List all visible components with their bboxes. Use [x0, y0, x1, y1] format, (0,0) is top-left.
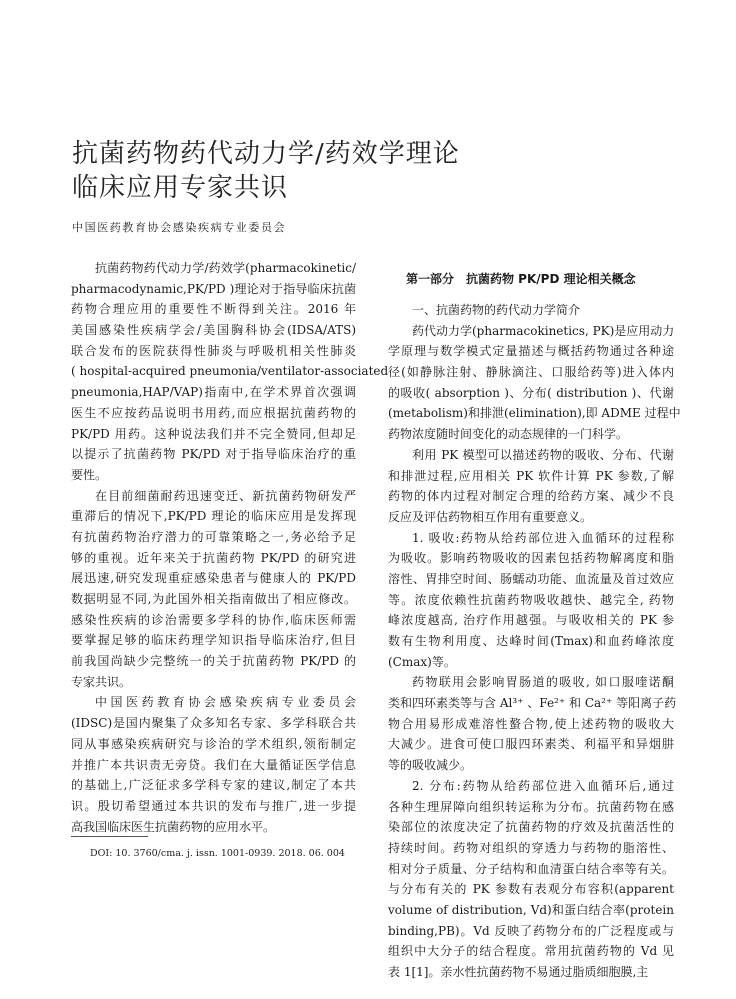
text-line: volume of distribution, Vd)和蛋白结合率(protein — [388, 902, 674, 917]
text-line: 药物联用会影响胃肠道的吸收, 如口服喹诺酮 — [412, 675, 674, 690]
paragraph — [388, 445, 674, 528]
text-line: 反应及评估药物相互作用有重要意义。 — [388, 509, 593, 524]
text-line: 够的重视。近年来关于抗菌药物 PK/PD 的研究进 — [71, 550, 356, 565]
text-line: 数有生物利用度、达峰时间(Tmax)和血药峰浓度 — [388, 634, 674, 648]
text-line: 各种生理屏障向组织转运称为分布。抗菌药物在感 — [388, 799, 674, 814]
text-line: 中国医药教育协会感染疾病专业委员会 — [95, 695, 356, 710]
text-line: 利用 PK 模型可以描述药物的吸收、分布、代谢 — [412, 447, 674, 462]
text-line: pharmacodynamic,PK/PD )理论对于指导临床抗菌 — [71, 281, 356, 296]
paragraph — [388, 776, 674, 983]
text-line: 的吸收( absorption )、分布( distribution )、代谢 — [388, 385, 674, 400]
paragraph — [388, 672, 677, 775]
text-line: 医生不应按药品说明书用药,而应根据抗菌药物的 — [71, 405, 356, 420]
text-line: 的基础上,广泛征求多学科专家的建议,制定了本共 — [71, 778, 356, 793]
text-line: 表 1[1]。亲水性抗菌药物不易通过脂质细胞膜,主 — [388, 965, 649, 979]
text-line: 感染性疾病的诊治需要多学科的协作,临床医师需 — [71, 612, 356, 627]
text-line: PK/PD 用药。这种说法我们并不完全赞同,但却足 — [71, 426, 356, 441]
title-line-1: 抗菌药物药代动力学/药效学理论 — [72, 139, 460, 169]
text-line: 1. 吸收:药物从给药部位进入血循环的过程称 — [412, 530, 674, 545]
text-line: 等。浓度依赖性抗菌药物吸收越快、越完全, 药物 — [388, 592, 674, 607]
right-column — [388, 272, 681, 983]
text-line: 学原理与数学模式定量描述与概括药物通过各种途 — [388, 344, 674, 359]
text-line: 要掌握足够的临床药理学知识指导临床治疗,但目 — [71, 633, 356, 648]
title-line-2: 临床应用专家共识 — [72, 173, 289, 203]
paragraph — [71, 486, 356, 693]
text-line: 重滞后的情况下,PK/PD 理论的临床应用是发挥现 — [71, 509, 356, 524]
text-line: 组织中大分子的结合程度。常用抗菌药物的 Vd 见 — [388, 944, 674, 959]
text-line: 相对分子质量、分子结构和血清蛋白结合率等有关。 — [388, 861, 674, 876]
text-line: 持续时间。药物对组织的穿透力与药物的脂溶性、 — [388, 840, 674, 855]
text-line: 药代动力学(pharmacokinetics, PK)是应用动力 — [412, 323, 675, 338]
text-line: 美国感染性疾病学会/美国胸科协会(IDSA/ATS) — [71, 323, 356, 338]
text-line: 大减少。进食可使口服四环素类、利福平和异烟肼 — [388, 737, 674, 752]
text-line: ( hospital-acquired pneumonia/ventilator-associated — [71, 364, 389, 379]
text-line: 前我国尚缺少完整统一的关于抗菌药物 PK/PD 的 — [71, 654, 356, 669]
paragraph — [388, 321, 681, 445]
article-title — [72, 137, 460, 205]
paragraph — [71, 692, 356, 837]
text-line: pneumonia,HAP/VAP)指南中,在学术界首次强调 — [71, 385, 356, 400]
text-line: 溶性、胃排空时间、肠蠕动功能、血流量及首过效应 — [388, 571, 674, 586]
text-line: 以提示了抗菌药物 PK/PD 对于指导临床治疗的重 — [71, 447, 356, 462]
text-line: 有抗菌药物治疗潜力的可靠策略之一,务必给予足 — [71, 529, 356, 544]
text-line: 要性。 — [71, 467, 108, 482]
text-line: 与分布有关的 PK 参数有表观分布容积(apparent — [388, 882, 674, 897]
text-line: 类和四环素类等与含 Al³⁺ 、Fe²⁺ 和 Ca²⁺ 等阳离子药 — [388, 696, 677, 711]
text-line: 展迅速,研究发现重症感染患者与健康人的 PK/PD — [71, 571, 356, 586]
text-line: 抗菌药物药代动力学/药效学(pharmacokinetic/ — [95, 261, 356, 275]
text-line: 同从事感染疾病研究与诊治的学术组织,领衔制定 — [71, 736, 356, 751]
text-line: 在目前细菌耐药迅速变迁、新抗菌药物研发严 — [95, 488, 356, 503]
text-line: 和排泄过程,应用相关 PK 软件计算 PK 参数,了解 — [388, 468, 674, 483]
text-line: 识。殷切希望通过本共识的发布与推广,进一步提 — [71, 798, 356, 813]
doi-footnote: DOI: 10. 3760/cma. j. issn. 1001-0939. 2018. 06. 004 — [90, 848, 345, 859]
text-line: 2. 分布:药物从给药部位进入血循环后,通过 — [412, 778, 674, 793]
text-line: 专家共识。 — [71, 674, 132, 689]
text-line: 等的吸收减少。 — [388, 758, 473, 773]
text-line: 染部位的浓度决定了抗菌药物的疗效及抗菌活性的 — [388, 820, 674, 835]
text-line: 径(如静脉注射、静脉滴注、口服给药等)进入体内 — [388, 365, 674, 380]
text-line: 数据明显不同,为此国外相关指南做出了相应修改。 — [71, 592, 356, 606]
text-line: 物合用易形成难溶性螯合物,使上述药物的吸收大 — [388, 716, 674, 731]
text-line: 药物浓度随时间变化的动态规律的一门科学。 — [388, 427, 629, 442]
section-heading: 第一部分 抗菌药物 PK/PD 理论相关概念 — [406, 272, 636, 286]
text-line: binding,PB)。Vd 反映了药物分布的广泛程度或与 — [388, 923, 674, 938]
text-line: 为吸收。影响药物吸收的因素包括药物解离度和脂 — [388, 551, 674, 566]
paragraph — [71, 258, 389, 486]
footnote-rule — [71, 836, 148, 837]
text-line: 药物的体内过程对制定合理的给药方案、减少不良 — [388, 489, 674, 504]
author-affiliation: 中国医药教育协会感染疾病专业委员会 — [72, 221, 287, 234]
text-line: (IDSC)是国内聚集了众多知名专家、多学科联合共 — [71, 716, 356, 731]
left-column — [71, 258, 389, 837]
subheading: 一、抗菌药物的药代动力学简介 — [412, 303, 581, 317]
text-line: 联合发布的医院获得性肺炎与呼吸机相关性肺炎 — [71, 343, 356, 358]
text-line: 并推广本共识责无旁贷。我们在大量循证医学信息 — [71, 757, 356, 772]
text-line: 峰浓度越高, 治疗作用越强。与吸收相关的 PK 参 — [388, 613, 674, 628]
paragraph — [388, 528, 674, 673]
text-line: (Cmax)等。 — [388, 654, 456, 669]
text-line: 高我国临床医生抗菌药物的应用水平。 — [71, 819, 276, 834]
text-line: 药物合理应用的重要性不断得到关注。2016 年 — [71, 302, 356, 317]
text-line: (metabolism)和排泄(elimination),即 ADME 过程中 — [388, 406, 681, 421]
